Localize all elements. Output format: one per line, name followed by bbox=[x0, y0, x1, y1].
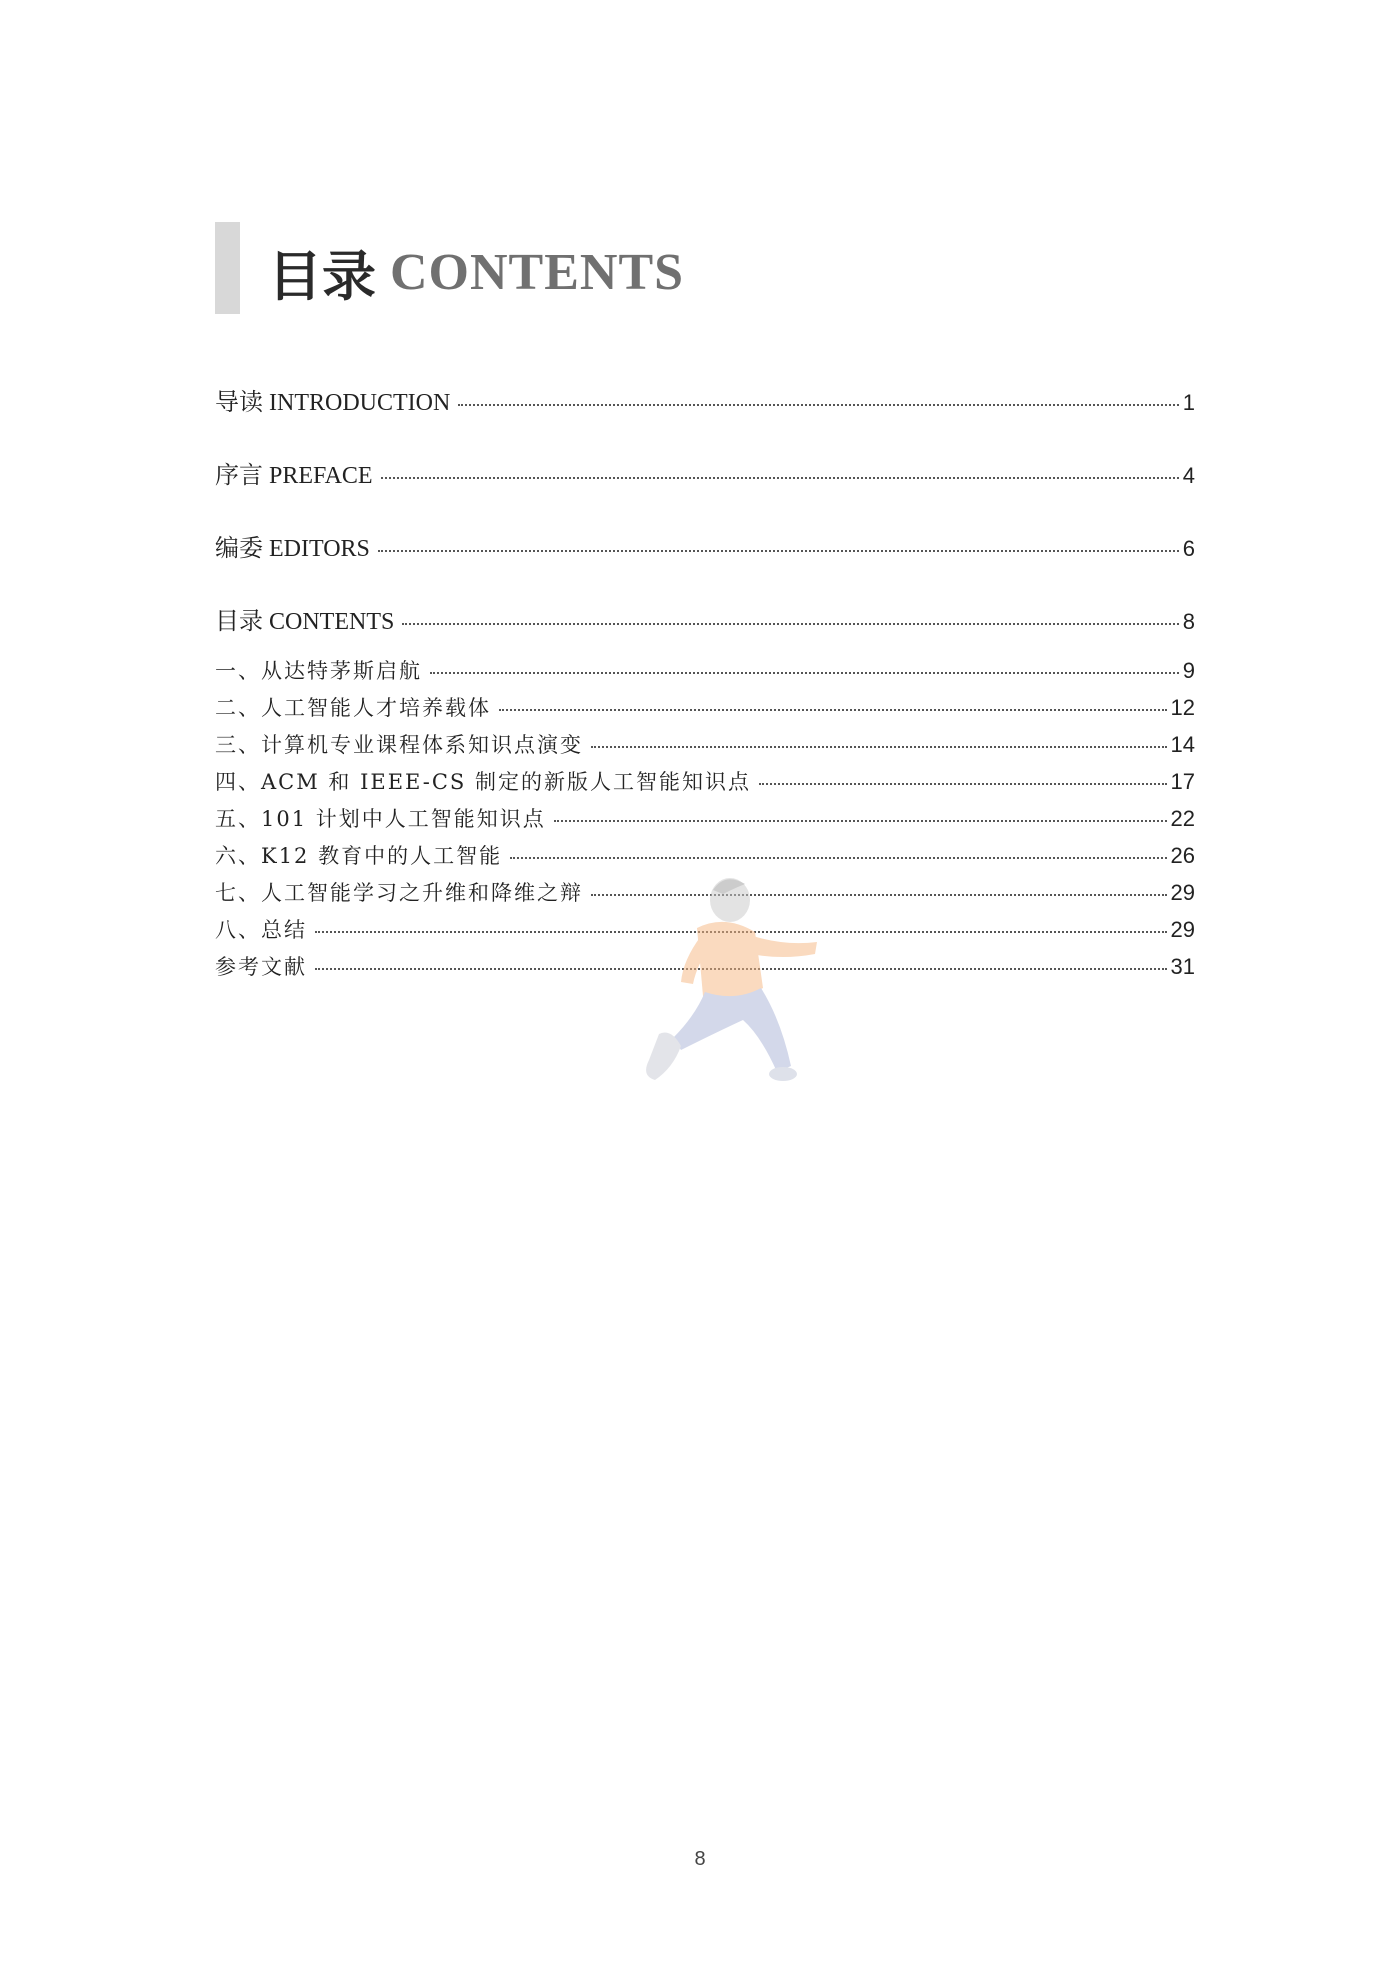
toc-section-3[interactable] bbox=[215, 729, 1195, 759]
toc-section-5[interactable] bbox=[215, 803, 1195, 833]
toc-section-1[interactable] bbox=[215, 655, 1195, 685]
toc-page-number: 26 bbox=[1170, 843, 1195, 868]
dot-leader bbox=[510, 856, 1166, 859]
toc-page-number: 1 bbox=[1182, 390, 1195, 415]
toc-section-6[interactable] bbox=[215, 840, 1195, 870]
toc-section-4[interactable] bbox=[215, 766, 1195, 796]
dot-leader bbox=[554, 819, 1167, 822]
toc-entry-cn: 目录 bbox=[215, 607, 263, 635]
toc-section-label: 八、总结 bbox=[215, 918, 307, 942]
page-title-en: CONTENTS bbox=[390, 243, 685, 301]
running-person-icon bbox=[585, 870, 825, 1110]
toc-entry-en: CONTENTS bbox=[269, 609, 395, 635]
toc-entry-editors[interactable] bbox=[215, 528, 1195, 563]
dot-leader bbox=[378, 549, 1179, 552]
toc-section-label: 一、从达特茅斯启航 bbox=[215, 659, 422, 683]
toc-page-number: 8 bbox=[1182, 609, 1195, 634]
toc-entry-preface[interactable] bbox=[215, 455, 1195, 490]
toc-section-2[interactable] bbox=[215, 692, 1195, 722]
toc-section-label: 六、K12 教育中的人工智能 bbox=[215, 844, 503, 868]
toc-page-number: 9 bbox=[1182, 658, 1195, 683]
toc-page-number: 29 bbox=[1170, 880, 1195, 905]
dot-leader bbox=[591, 745, 1167, 748]
dot-leader bbox=[759, 782, 1167, 785]
toc-section-label: 二、人工智能人才培养载体 bbox=[215, 696, 491, 720]
toc-section-label: 四、ACM 和 IEEE-CS 制定的新版人工智能知识点 bbox=[215, 770, 751, 794]
toc-entry-en: PREFACE bbox=[269, 463, 373, 489]
dot-leader bbox=[402, 622, 1178, 625]
toc-section-label: 三、计算机专业课程体系知识点演变 bbox=[215, 733, 583, 757]
title-accent-bar bbox=[215, 222, 240, 314]
toc-page-number: 4 bbox=[1182, 463, 1195, 488]
toc-entry-en: INTRODUCTION bbox=[269, 390, 451, 416]
toc-entry-contents[interactable] bbox=[215, 601, 1195, 636]
toc-entry-cn: 序言 bbox=[215, 461, 263, 489]
toc-entry-cn: 导读 bbox=[215, 388, 263, 416]
toc-page-number: 29 bbox=[1170, 917, 1195, 942]
toc-entry-en: EDITORS bbox=[269, 536, 370, 562]
toc-page-number: 17 bbox=[1170, 769, 1195, 794]
toc-page-number: 31 bbox=[1170, 954, 1195, 979]
toc-entry-introduction[interactable] bbox=[215, 382, 1195, 417]
page-title bbox=[268, 232, 684, 312]
page-title-cn: 目录 bbox=[268, 244, 376, 308]
toc-page-number: 14 bbox=[1170, 732, 1195, 757]
dot-leader bbox=[499, 708, 1167, 711]
toc-page-number: 12 bbox=[1170, 695, 1195, 720]
toc-page-number: 6 bbox=[1182, 536, 1195, 561]
page-number: 8 bbox=[694, 1848, 706, 1870]
toc-entry-cn: 编委 bbox=[215, 534, 263, 562]
dot-leader bbox=[430, 671, 1179, 674]
dot-leader bbox=[458, 403, 1178, 406]
toc-section-label: 五、101 计划中人工智能知识点 bbox=[215, 807, 546, 831]
toc-page-number: 22 bbox=[1170, 806, 1195, 831]
toc-section-label: 参考文献 bbox=[215, 955, 307, 979]
toc-section-label: 七、人工智能学习之升维和降维之辩 bbox=[215, 881, 583, 905]
dot-leader bbox=[381, 476, 1179, 479]
